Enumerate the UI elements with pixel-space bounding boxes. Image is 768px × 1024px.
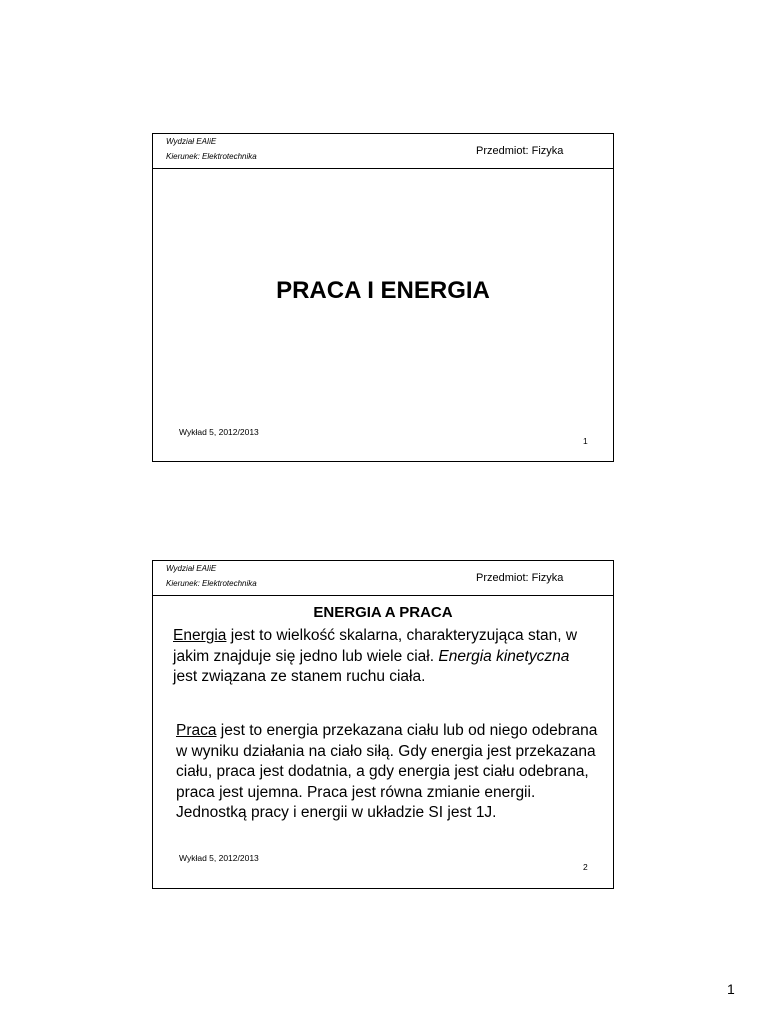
document-page-number: 1 <box>727 981 735 997</box>
slide-title: ENERGIA A PRACA <box>313 604 453 621</box>
work-definition-text: jest to energia przekazana ciału lub od niego odebrana w wyniku działania na ciało siłą. Gdy energia jest przekazana ciału, praca jest dodatnia, a gdy energia jest ciału odebrana, praca jest ujemna. Praca jest równa zmianie energii. Jednostką pracy i energii w układzie SI jest 1J. <box>176 722 598 821</box>
header-subject: Przedmiot: Fizyka <box>476 145 564 157</box>
kinetic-energy-text: jest związana ze stanem ruchu ciała. <box>173 668 426 685</box>
header-major: Kierunek: Elektrotechnika <box>166 579 257 588</box>
header-faculty: Wydział EAIiE <box>166 137 217 146</box>
term-praca: Praca <box>176 722 217 739</box>
energy-definition-paragraph <box>173 626 593 688</box>
slide-1 <box>152 133 614 462</box>
footer-lecture: Wykład 5, 2012/2013 <box>179 427 259 437</box>
slide-header <box>153 561 613 596</box>
slide-page-number: 1 <box>583 436 588 446</box>
header-faculty: Wydział EAIiE <box>166 564 217 573</box>
slide-page-number: 2 <box>583 862 588 872</box>
slide-header <box>153 134 613 169</box>
slide-title: PRACA I ENERGIA <box>276 277 490 304</box>
term-energia-kinetyczna: Energia kinetyczna <box>438 647 570 665</box>
energy-definition-text: jest to wielkość skalarna, charakteryzująca stan, w jakim znajduje się jedno lub wiele ciał. <box>173 627 578 665</box>
work-definition-paragraph <box>176 721 601 824</box>
slide-2 <box>152 560 614 889</box>
term-energia: Energia <box>173 627 227 644</box>
header-subject: Przedmiot: Fizyka <box>476 572 564 584</box>
footer-lecture: Wykład 5, 2012/2013 <box>179 853 259 863</box>
header-major: Kierunek: Elektrotechnika <box>166 152 257 161</box>
